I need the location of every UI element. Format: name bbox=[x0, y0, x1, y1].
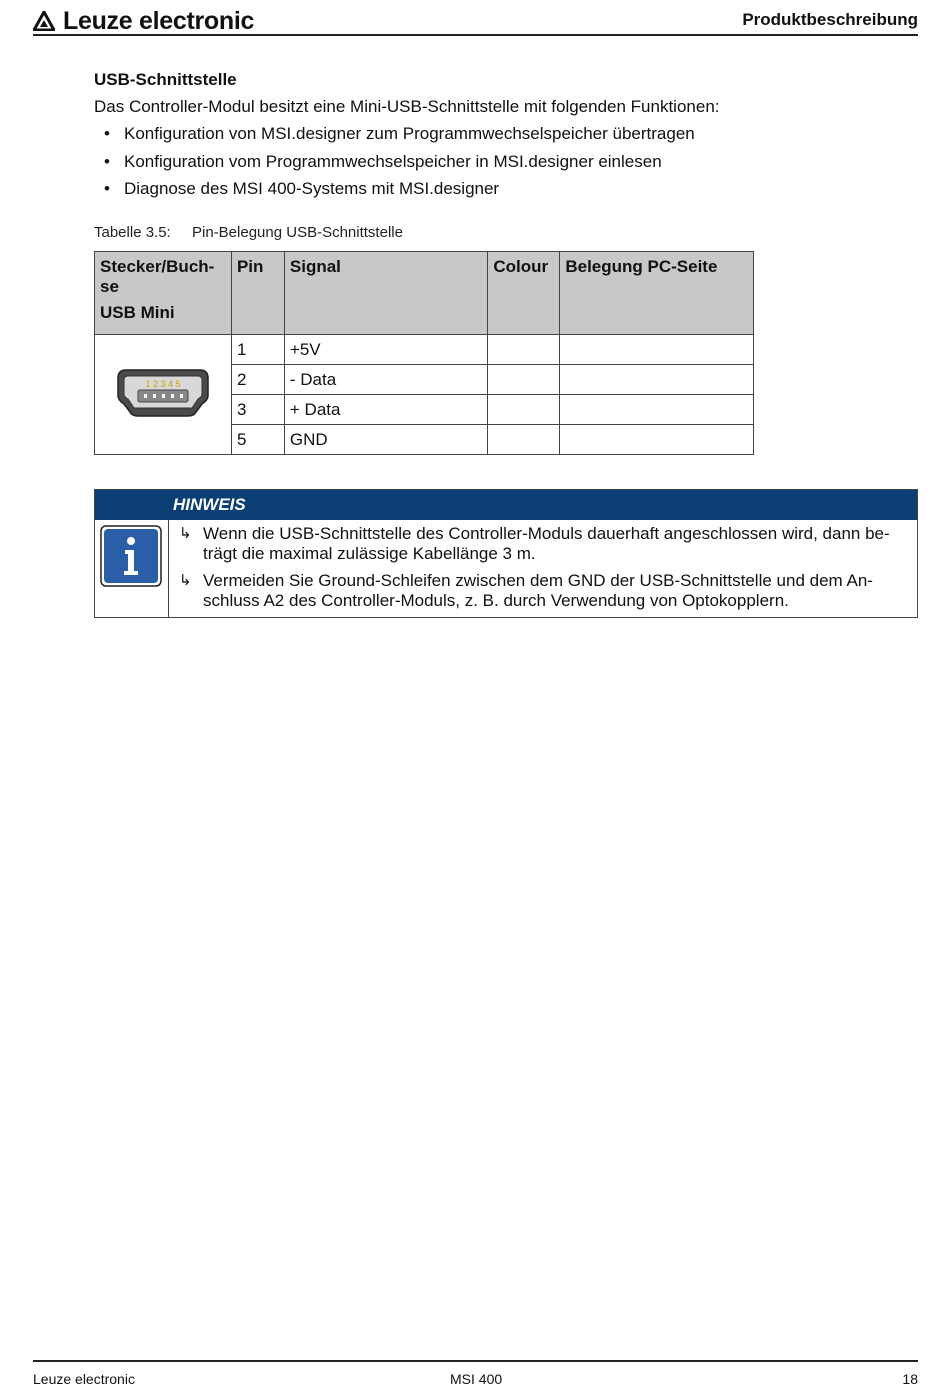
pc-side-cell bbox=[560, 395, 754, 425]
table-header-row bbox=[95, 252, 754, 335]
pc-side-cell bbox=[560, 365, 754, 395]
pc-side-cell bbox=[560, 335, 754, 365]
colour-cell bbox=[488, 395, 560, 425]
page-footer bbox=[33, 1360, 918, 1387]
section-title: Produktbeschreibung bbox=[742, 10, 918, 29]
arrow-icon: ↳ bbox=[179, 572, 192, 589]
pin-cell: 3 bbox=[231, 395, 284, 425]
pin-cell: 1 bbox=[231, 335, 284, 365]
header-pc-side: Belegung PC-Seite bbox=[560, 252, 754, 335]
notice-items bbox=[179, 524, 907, 618]
header-signal: Signal bbox=[284, 252, 487, 335]
header-colour: Colour bbox=[488, 252, 560, 335]
pc-side-cell bbox=[560, 425, 754, 455]
info-icon bbox=[100, 525, 162, 587]
page-number: 18 bbox=[902, 1371, 918, 1387]
notice-item: ↳ Vermeiden Sie Ground-Schleifen zwischen dem GND der USB-Schnittstelle und dem An-schluss A2 des Controller-Moduls, z. B. durch Verwendung von Optokopplern. bbox=[179, 571, 873, 610]
table-row bbox=[95, 335, 754, 365]
section-heading: USB-Schnittstelle bbox=[94, 70, 237, 89]
footer-product: MSI 400 bbox=[450, 1371, 503, 1387]
notice-header bbox=[95, 490, 917, 520]
arrow-icon: ↳ bbox=[179, 525, 192, 542]
leuze-logo-icon bbox=[33, 11, 55, 31]
signal-cell: GND bbox=[284, 425, 487, 455]
notice-title: HINWEIS bbox=[173, 495, 246, 514]
list-item: • Konfiguration von MSI.designer zum Programmwechselspeicher übertragen bbox=[104, 124, 695, 143]
notice-item: ↳ Wenn die USB-Schnittstelle des Controller-Moduls dauerhaft angeschlossen wird, dann be-trägt die maximal zulässige Kabellänge 3 m. bbox=[179, 524, 890, 563]
table-caption: Tabelle 3.5: Pin-Belegung USB-Schnittstelle bbox=[94, 224, 403, 241]
list-item: • Diagnose des MSI 400-Systems mit MSI.designer bbox=[104, 179, 500, 198]
brand-name: Leuze electronic bbox=[63, 6, 255, 35]
connector-pin-numbers: 1 2 3 4 5 bbox=[145, 379, 181, 389]
notice-box bbox=[94, 489, 918, 618]
colour-cell bbox=[488, 425, 560, 455]
notice-icon-cell bbox=[95, 520, 169, 617]
pin-cell: 2 bbox=[231, 365, 284, 395]
header-pin: Pin bbox=[231, 252, 284, 335]
usb-mini-connector-icon bbox=[116, 366, 210, 418]
usb-mini-connector-cell bbox=[95, 335, 232, 455]
footer-company: Leuze electronic bbox=[33, 1371, 135, 1387]
function-list bbox=[104, 124, 695, 207]
colour-cell bbox=[488, 335, 560, 365]
brand-logo bbox=[33, 7, 254, 35]
signal-cell: + Data bbox=[284, 395, 487, 425]
signal-cell: +5V bbox=[284, 335, 487, 365]
list-item: • Konfiguration vom Programmwechselspeicher in MSI.designer einlesen bbox=[104, 151, 662, 171]
header-connector: Stecker/Buch- se USB Mini bbox=[95, 252, 232, 335]
pin-cell: 5 bbox=[231, 425, 284, 455]
intro-paragraph: Das Controller-Modul besitzt eine Mini-USB-Schnittstelle mit folgenden Funktionen: bbox=[94, 97, 720, 116]
colour-cell bbox=[488, 365, 560, 395]
page-header bbox=[33, 4, 918, 36]
signal-cell: - Data bbox=[284, 365, 487, 395]
pin-assignment-table bbox=[94, 251, 754, 455]
